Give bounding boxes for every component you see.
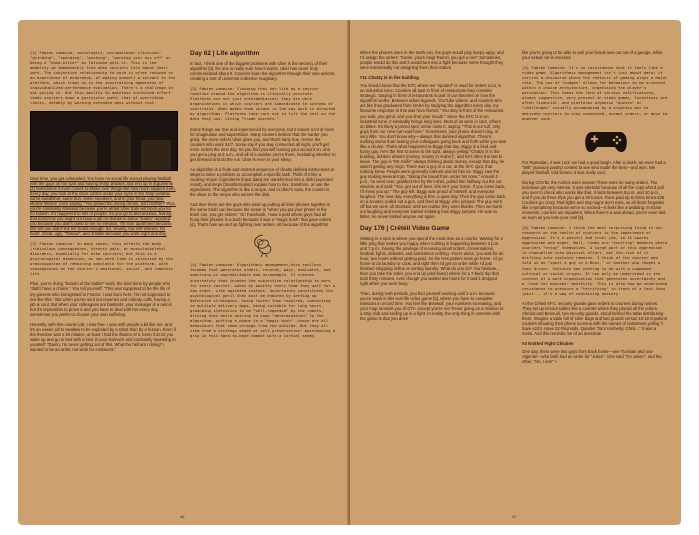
paragraph-kfc-spot: You should know that the KFC where we "spotted" is used for orders a lot, in an industrial zone. Couriers all spot in front of restaurants they consider strategic. Staying in front of restaurants is part of our theories on how the algorithm works. Between urban legends, YouTube videos, and couriers who act like they graduated from NASA by studying the algorithm every day, my favourite response to this was from Ramzi: "You stay in front of the restaurant, you wait, you grind, and you shut your mouth." Since the KFC is in an industrial zone, it inevitably brings long lines. Most of us were in cars, others on bikes. It's likely a prized spot; some claim it, saying: "This is our turf, only guys from our crew can wait here." Sometimes, your phone doesn't ring, or very little. You don't know why—always that damned algorithm. There's nothing worse than seeing your colleagues going back and forth while you wait like a chump. That's what happened to Biggy that day. Biggy is a kind and funny guy. He's the first to arrive to the spot, always yelling "Chatzy is in the building, duhtem ahtem! (money, money in Arabic)", and he's often the last to leave. The guy is "Mr. Knife" always thinking about money, except that day, he wasn't getting any rings. There was a guy in a car, at the KFC spot, that nobody knew. People were generally tolerant and let him be. Biggy saw the guy making several trips, "taking the bread from under his nose." Around 4 p.m., he went over, grabbed him by the t-shirt, pulled him halfway out the car window, and said: "You, get out of here, this isn't your home. If you come back, I'll mess you up." The guy left. Biggy was proud of himself, and everyone laughed. The next day, everything is fine, a quiet day. Then the guy came back on a scooter, pulled out a gun, and fired at Biggy, who jumped. The guy went off but we were all shocked, until we realise they were blanks. Then we burst out laughing and everyone started imitating how Biggy jumped. He was so bitter. He never kicked anyone out again.: [360, 83, 506, 220]
subheading-knitted-fight: #2 Knitted Fight Chicken: [522, 341, 574, 347]
paragraph-algorithm-definition: An algorithm is a finite and ordered sequence of clearly defined instructions or steps to solve a problem or accomplish a specific task. Think of it like a cooking recipe: ingredients (input data) are transformed into a dish (expected result), and steps (transformation) explain how to mix, transform, or use the ingredients. The algorithm is like a recipe, and in Uber's case, the courier is the slave to the recipe who serves the dish.: [190, 166, 335, 198]
footnote-3: [3] Fabien Lemoine: Claiming that her life as a courier revolves around the algorithm is clinically accurate. Platforms are not just intermediaries; they are work organizations in which couriers are subordinate to systems of constraint. What makes them unique is the way work is directed by algorithms. Platforms take care not to lift the veil on the data they use, citing "trade secrets.": [190, 86, 336, 122]
footnote-4: [4] Fabien Lemoine: Algorithmic management—this soulless foreman that generates orders, records, pays, evaluates, and sanctions—is unpredictable and unreadable. It creates uncertainty that invades the subjective relationship to work for every courier, woken by anxiety every time they wait for a new order. Like agitated statues. Uncertainty constitutes the psychological peril that must be endured by setting up defensive strategies. Going faster than required, connecting to multiple delivery apps, being suitable for long hours, grounding statistics to be "well-regarded" by the robots, driving even while waiting to show "determination" to the algorithm, putting a phone in a "magic bush" —these are all behaviours that seem strange from the outside. But they all stem from a strategy aimed at self-preservation: maintaining a grip in this hand-to-hand combat with a virtual enemy.: [190, 262, 336, 339]
scribble-sketch-icon: [248, 232, 278, 258]
right-column-1: [360, 50, 506, 326]
paragraph-rush-periods: Then, during rush periods, you find yourself working until 3 a.m. because you're stuck in this real-life video game [5], where you have to complete missions in record time. You feel like Beowulf, your numbers increasing, and your map reminds you of GTA, except you're not Trevor going on a mission to a strip club and ending up in a fight. In reality, the only thing in common with the game is that you drive: [360, 290, 504, 322]
paragraph-waiting: Waiting in a spot is where you spend the most time as a courier. Waiting for a little ping that makes you happy when nothing is happening between 3 p.m. and 7 p.m., having the privilege of receiving small orders, conversations, football, fights, debates, and sometimes nothing. You're alone, you wait for an hour, two hours without getting paid. So the less patient ones go home. I'd go home to do laundry or cook, and right then I'd get an order while I'd just finished shopping online or sorting laundry. What do you do? You hesitate... then you take the order, you end up (and know) where for a 7-buck trip that took thirty minutes, even though you waited two hours for it and it dropped right when you were busy.: [360, 235, 504, 286]
footnote-2: [2] Fabien Lemoine: In many cases, this affects the body (ridiculous consequences, chronic pain, or musculoskeletal disorders, especially for bike couriers) but also in a psychological dimension, as non-work time is colonized by the preoccupation of remaining available for the platform, with consequences on the courier's emotional, social, and romantic life.: [30, 241, 173, 277]
right-column-2: [522, 50, 668, 369]
left-page: [18, 20, 349, 525]
paragraph-courier-freedom: Honestly, with this courier job, I was free. I was with people a bit like me, and it's an easier pill to swallow to be exploited by a robot than by a human. Even if the freedom was a bit relative, at least I had the illusion of it. Even if at 23 you wake up and go to bed with a knot in your stomach and constantly repeating to yourself: "Damn, I'm never getting out of this. What the hell am I doing? I wanted to be an artist, not work for enslavers.": [30, 321, 176, 352]
paragraph-brand-new-car: like you're going to be able to pull your brand-new car out of a garage, while your actual car is wrecked.: [522, 50, 663, 61]
paragraph-covid: During COVID, the rushes were insane! There were so many orders. The lockdown got very intense: It was stressful because of all the cops who'd pull you over to check who works like that. It lasts between 8 p.m. and 10 p.m., and if you do three trips you get a 20 bonus. Runs paid up to three times €25. Couriers go crazy. Red lights and stop signs don't exist, so all that's forgotten like a symphony because we're so excited—it feels like a wedding. In those moments, couriers are impatient. When there's a wait ahead, you're even told as soon as you lose your cool [6].: [522, 179, 666, 221]
paragraph-security-guards: At the Créteil KFC, security guards gave orders to couriers during rushes. They set up terrace tables like a counter where they placed all the orders. Ahmed and Benoudi, two security guards, stood behind the table distributing them. Imagine a table full of Uber bags and two guards versus 10-15 impatient couriers shouting their phone screens with the names of customers yelling "I have A243, Have 32 Reynoids, Quartier Tom! Kimberly! Chris..." It was a mess. And this reminds me of an anecdote.: [522, 300, 668, 337]
subheading-chatzy: #11 Chatzy is in the building: [360, 75, 419, 81]
paragraph-magic-bush: And then there are the guys who wind up putting all their phones together in the same trash can because the rumor is "when you put your phone in the trash can, you get orders." On Facebook, I saw a post where guys had all hung their phones in a bush because it was a "magic bush" that gave orders [4]. That's how we end up fighting over orders. All because of the algorithm.: [190, 202, 332, 228]
right-page: [350, 20, 681, 525]
paragraph-bottom-ladder: Plus, you're doing "bottom of the ladder" work, the kind done by people who "didn't have a choice." You tell yourself: "This was supposed to be the life of my parents who immigrated to France. I was born here; I'm not supposed to live like this." But when you've sent out resumes and nobody calls, having a job is cool. But when your colleagues are bastards, your manager is a rascal but it's impossible to prove it and you have to deal with her every day, sometimes you prefer to choose your own suffering.: [30, 281, 172, 317]
game-controller-icon: [582, 126, 630, 156]
footnote-6: [6] Fabien Lemoine: I think the most surprising thing in our research on the health of couriers is the importance of aggression. It's a painful and cruel job, so it sparks aggression and anger. Well, times are "exciting" moments where couriers "enjoy" themselves. A large part of this aggression is channelled into physical effort, but the risk of it drifting into violence remains. I think of the courier who told us he "spent a guy in a Benz," or another who fought a taxi driver. Violence has nothing to do with a supposed cultural or social origin. It can only be understood in the context of a work organisation that generates uncertainty and a "race for bonuses" mentality. This is also how we understand resistance to pressure a "terrifying" in front of a fast-food joint... it's a way of containing anxiety.: [522, 225, 668, 296]
footnote-5: [5] Fabien Lemoine: It's no coincidence that it feels like a video game. Algorithmic management isn't just about data; it carries a discourse where the rhetoric of gaming plays a major role. The use of "nudges" allows for behaviour to be oriented within a choice architecture, organising the player's perception. This takes the form of various notifications, always suggestive, very present in video games. Incentives are often financial, and platforms organise "quests" or "challenges" visually accompanied by a progress bar to motivate couriers to stay connected, accept orders, or move to another zone.: [522, 65, 668, 121]
left-column-1: [30, 50, 176, 357]
paragraph-ramadan: For Ramadan, it was cool: we had a good laugh. After a clash, we even had a "brik" (savoury pastry) contest to see who made the best—and won. We played football, told stories; it was really cool.: [522, 159, 666, 175]
paragraph-superstition: Some things are true and experienced by everyone, but it leaves a lot of room for imagination and superstition. Many couriers believe that the harder you grind, the more orders Uber gives you, and that's fairly true. Hence the couriers who work 24/7. Some say if you stay connected all night, you'll get more orders the next day. So you find yourself leaving your account on, and you get a ping at 3 a.m., and all of a sudden you're there, hesitating whether to get dressed and do the run. Uber is even in your sleep.: [190, 126, 336, 162]
left-column-2: [190, 50, 336, 343]
section-heading-day-62: Day 62 | Life algorithm: [190, 50, 260, 57]
night-photo: [30, 111, 178, 171]
section-heading-day-176: Day 176 | Crétéil Video Game: [360, 224, 450, 232]
paragraph-phones-trash: When the phones were in the trash can, the guys would play keepy-uppy, and I'd assign the orders: "Karim, yours rang! Ramzi, you got a run!" Sometimes, people would do this and it would turn into a fight because some thought they were intentionally not assigning them their orders.: [360, 50, 504, 71]
paragraph-exhausted: Over time, you get exhausted. You have no social life except playing football with the guys on the spot and having shitty debates. But end up in arguments [2] Sometimes it even comes to blows over things like how much rappers earn. Every day, you look at the clock circles under your eyes in the shop window, same sweatshirt, same bun, same sneakers, and in your head, you hear Mounir Moons' voice saying: "You picked the wrong dream, ain't brother!" Plus, you're constantly stressed because you're afraid Uber Eats will block you for no reason. It's happened to lots of people. So you go to bed anxious, fearing that tomorrow you might not have a job no-thanks to some "Karen" reported you because you didn't climb to her no elevator. 7th floor apartment because she felt you didn't lick her boots enough. So, anxiety, low self-esteem. No heart. Great, ugly. "Relaxa", and irritable because you work night and day.: [30, 175, 176, 237]
paragraph-julien: One day, there were two guys from back home—one Tunisian and one Algerian—who both had an order for "Julien". One said "I'm Julien", and the other, "No, I am!" +: [522, 349, 662, 365]
paragraph-secrecy: In fact, I think one of the biggest problems with Uber is the secrecy of their algorithm [3]. No one is really sure how it works. Uber has never truly communicated about it. Couriers learn the algorithm through their own actions, creating a sort of universal collective imaginary.: [190, 61, 336, 82]
page-number-right: 47: [512, 514, 517, 519]
book-spread: [18, 20, 681, 525]
page-number-left: 46: [180, 514, 185, 519]
footnote-1: [1] Fabien Lemoine, sociologist, occupational clinician: "grinding", "spending", "pushing", "working your ass off" or being a "hand-hitter" as Tatsiana puts it. This is the modality we immediately find when couriers talk about their work. The subjective relationship to work is often reduced to an experience of endurance, of making oneself a servant to the platform, which traps us in the constraining apparatus of individualized performance evaluation. There's a challenge in not giving in. But this ability to maintain sustained effort leads couriers down a particular path: that of overriding limits, notably by working extended days without rest.: [30, 50, 176, 106]
